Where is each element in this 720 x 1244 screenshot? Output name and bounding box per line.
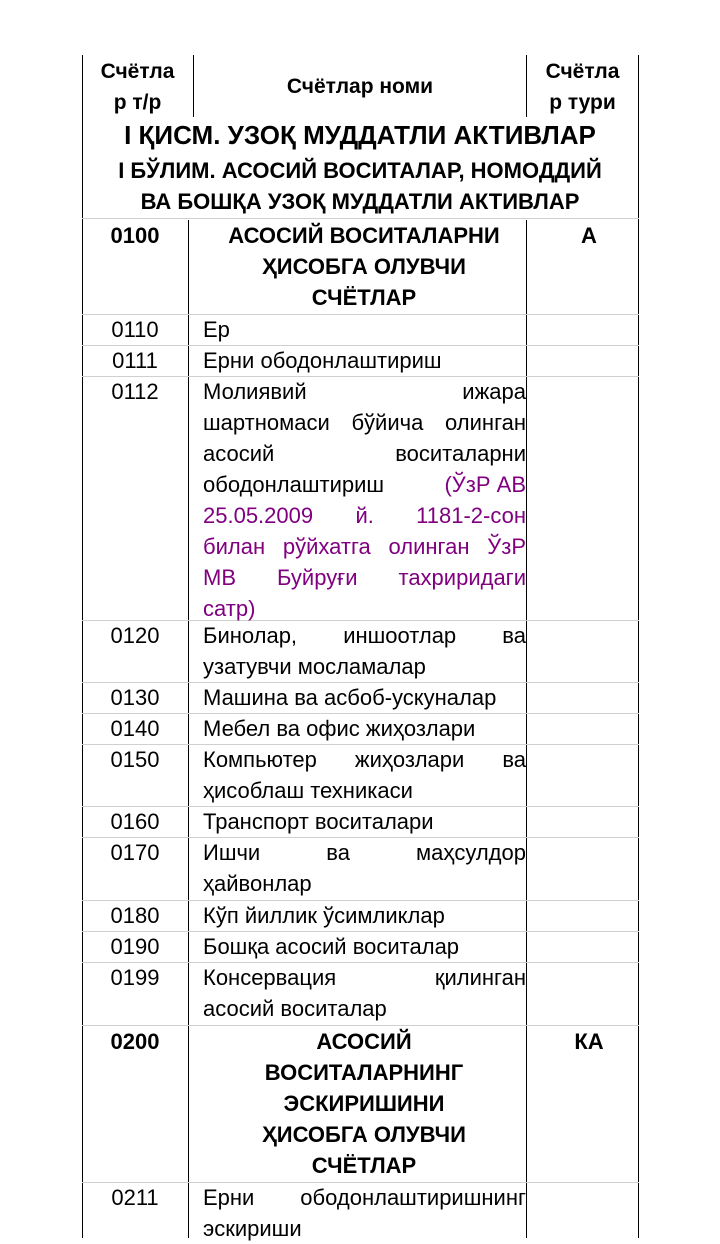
account-name <box>196 220 532 313</box>
header-name-cell: Счётлар номи <box>286 75 434 98</box>
account-name-line: СЧЁТЛАР <box>311 1153 417 1178</box>
account-name-line: шартномаси бўйича олинган <box>203 410 526 435</box>
account-code: 0199 <box>110 965 160 990</box>
account-name-line: узатувчи мосламалар <box>203 654 426 679</box>
account-code: 0160 <box>110 809 160 834</box>
account-name: Машина ва асбоб-ускуналар <box>203 685 497 710</box>
account-name <box>203 837 526 899</box>
account-code: 0150 <box>110 747 160 772</box>
account-name-line: Консервация қилинган <box>203 965 526 990</box>
account-name: Транспорт воситалари <box>203 809 434 834</box>
table-border-right <box>638 55 639 1238</box>
account-name <box>203 962 526 1024</box>
account-name: Ерни ободонлаштириш <box>203 348 442 373</box>
account-name <box>196 1026 532 1181</box>
header-code-line2: р т/р <box>113 91 162 114</box>
account-code: 0100 <box>110 223 160 248</box>
header-type-line2: р тури <box>549 91 616 114</box>
header-code-cell <box>82 56 193 118</box>
account-name-line: Компьютер жиҳозлари ва <box>203 747 526 772</box>
account-name: Кўп йиллик ўсимликлар <box>203 903 445 928</box>
account-name-line: ВОСИТАЛАРНИНГ <box>264 1060 464 1085</box>
header-code-line1: Счётла <box>100 60 175 83</box>
account-name: Мебел ва офис жиҳозлари <box>203 716 476 741</box>
account-name-line: АСОСИЙ ВОСИТАЛАРНИ <box>228 223 500 248</box>
account-code: 0110 <box>111 317 159 342</box>
account-code: 0211 <box>111 1185 159 1210</box>
account-name <box>203 1182 526 1244</box>
part-title: І ҚИСМ. УЗОҚ МУДДАТЛИ АКТИВЛАР <box>124 120 596 150</box>
account-code: 0200 <box>110 1029 160 1054</box>
account-code: 0111 <box>112 348 158 373</box>
column-divider-code <box>188 220 189 1238</box>
account-type: А <box>581 223 597 248</box>
account-code: 0140 <box>110 716 160 741</box>
account-name <box>203 376 526 624</box>
account-name-line: Ишчи ва маҳсулдор <box>203 840 526 865</box>
amendment-note-line: сатр) <box>203 596 256 621</box>
account-name-line: ЭСКИРИШИНИ <box>283 1091 445 1116</box>
account-name: Бошқа асосий воситалар <box>203 934 460 959</box>
account-code: 0190 <box>110 934 160 959</box>
account-name-line: АСОСИЙ <box>316 1029 412 1054</box>
row-separator <box>82 218 639 219</box>
header-type-line1: Счётла <box>545 60 620 83</box>
account-name-line: эскириши <box>203 1216 302 1241</box>
account-name <box>203 620 526 682</box>
account-name-line: асосий воситалар <box>203 996 387 1021</box>
amendment-note-line: МВ Буйруғи тахриридаги <box>203 565 526 590</box>
account-name-line: СЧЁТЛАР <box>311 285 417 310</box>
header-type-cell <box>527 56 638 118</box>
account-code: 0170 <box>110 840 160 865</box>
account-name <box>203 744 526 806</box>
account-name-line: ҳайвонлар <box>203 871 312 896</box>
account-name-line: ҳисоблаш техникаси <box>203 778 413 803</box>
account-name-line: ободонлаштириш <box>203 472 385 497</box>
account-name-line-with-note <box>203 469 526 500</box>
account-name-line: ҲИСОБГА ОЛУВЧИ <box>262 254 466 279</box>
amendment-note-line: 25.05.2009 й. 1181-2-сон <box>203 503 526 528</box>
section-title-line2: ВА БОШҚА УЗОҚ МУДДАТЛИ АКТИВЛАР <box>140 189 580 214</box>
account-name-line: Молиявий ижара <box>203 379 526 404</box>
account-name-line: Ерни ободонлаштиришнинг <box>203 1185 526 1210</box>
account-name-line: Бинолар, иншоотлар ва <box>203 623 526 648</box>
amendment-note-line: билан рўйхатга олинган ЎзР <box>203 534 526 559</box>
account-code: 0180 <box>110 903 160 928</box>
account-code: 0130 <box>110 685 160 710</box>
account-name-line: асосий воситаларни <box>203 441 526 466</box>
account-code: 0120 <box>110 623 160 648</box>
section-title-line1: І БЎЛИМ. АСОСИЙ ВОСИТАЛАР, НОМОДДИЙ <box>118 158 602 183</box>
amendment-note: (ЎзР АВ <box>444 472 526 497</box>
account-name-line: ҲИСОБГА ОЛУВЧИ <box>262 1122 466 1147</box>
account-type: КА <box>574 1029 604 1054</box>
account-code: 0112 <box>111 379 159 404</box>
account-name: Ер <box>203 317 230 342</box>
